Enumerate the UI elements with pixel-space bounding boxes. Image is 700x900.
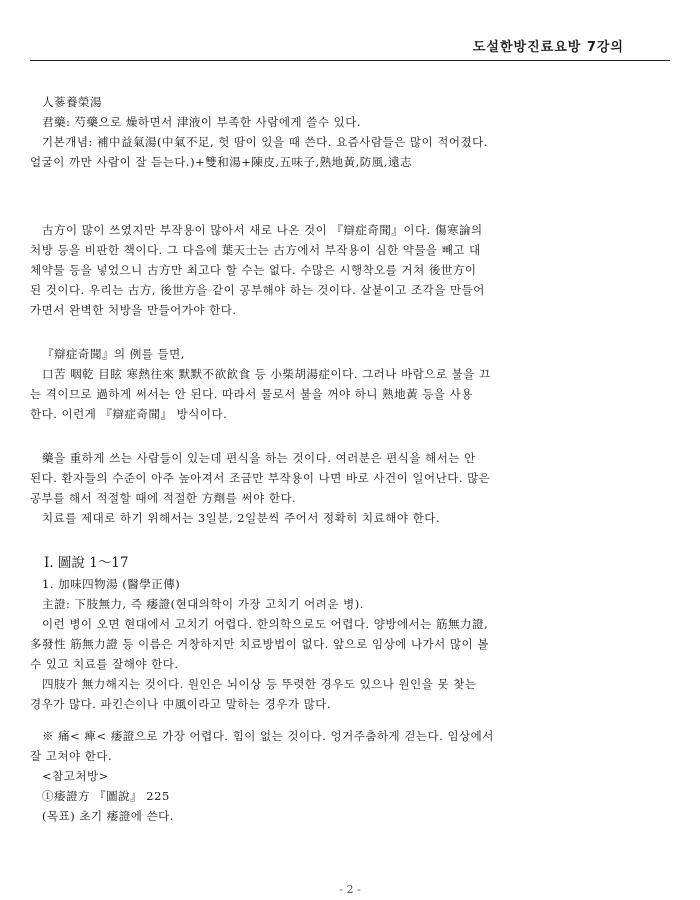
spacer [30,172,672,196]
page-number: - 2 - [339,883,361,896]
text-line: 이런 병이 오면 현대에서 고치기 어렵다. 한의학으로도 어렵다. 양방에서는 筋無力證, [42,617,489,631]
subsection-title: 1. 加味四物湯 (醫學正傳) [42,577,181,591]
text-line: 처방 등을 비판한 책이다. 그 다음에 葉天士는 古方에서 부작용이 심한 약물을 빼고 대 [30,243,481,257]
text-line: 主證: 下肢無力, 즉 痿證(현대의학이 가장 고치기 어려운 병). [42,597,364,611]
header-title: 도설한방진료요방 7강의 [472,40,624,55]
text-line: 가면서 완벽한 처방을 만들어가야 한다. [30,303,237,317]
text-line: 치료를 제대로 하기 위해서는 3일분, 2일분씩 주어서 정확히 치료해야 한다. [42,511,441,525]
section-title: Ⅰ. 圖說 1～17 [44,555,129,571]
text-line: 얼굴이 까만 사람이 잘 듣는다.)+雙和湯+陳皮,五味子,熟地黃,防風,遠志 [30,155,412,169]
prescription-name: 人蔘養榮湯 [42,95,102,109]
reference-item: ①痿證方 『圖說』 225 [42,789,170,803]
text-line: 공부를 해서 적절할 때에 적절한 方劑를 써야 한다. [30,491,297,505]
text-line: 口苦 咽乾 目眩 寒熱往來 默默不欲飮食 등 小柴胡湯症이다. 그러나 바람으로 불을 끄 [42,367,491,381]
text-line: 는 격이므로 過하게 써서는 안 된다. 따라서 물로서 불을 꺼야 하니 熟地黃 등을 사용 [30,387,473,401]
reference-heading: <참고처방> [42,769,109,783]
text-line: 『辯症奇聞』의 例를 들면, [42,347,185,361]
text-line: 경우가 많다. 파킨슨이나 中風이라고 말하는 경우가 많다. [30,697,332,711]
text-line: 체약물 등을 넣었으니 古方만 최고다 할 수는 없다. 수많은 시행착오를 거쳐 後世方이 [30,263,477,277]
spacer [30,196,672,220]
text-line: 된다. 환자들의 수준이 아주 높아져서 조금만 부작용이 나면 바로 사건이 일어난다. 많은 [30,471,491,485]
text-line: 古方이 많이 쓰였지만 부작용이 많아서 새로 나온 것이 『辯症奇聞』이다. 傷寒論의 [42,223,483,237]
spacer [30,424,672,448]
page-body [30,92,672,826]
spacer [30,320,672,344]
text-line: 多發性 筋無力證 등 이름은 거창하지만 치료방법이 없다. 앞으로 임상에 나가서 많이 볼 [30,637,489,651]
text-line: 藥을 重하게 쓰는 사람들이 있는데 편식을 하는 것이다. 여러분은 편식을 해서는 안 [42,451,476,465]
text-line: (목표) 초기 痿證에 쓴다. [42,809,174,823]
text-line: 기본개념: 補中益氣湯(中氣不足, 헛 땀이 있을 때 쓴다. 요즘사람들은 많이 적어졌다. [42,135,488,149]
text-line: 四肢가 無力해지는 것이다. 원인은 뇌이상 등 뚜렷한 경우도 있으나 원인을 못 찾는 [42,677,477,691]
page-header [30,30,670,61]
text-line: 한다. 이런게 『辯症奇聞』 방식이다. [30,407,228,421]
text-line: 된 것이다. 우리는 古方, 後世方을 같이 공부해야 하는 것이다. 살붙이고 조각을 만들어 [30,283,485,297]
text-line: 君藥: 芍藥으로 燥하면서 津液이 부족한 사람에게 쓸수 있다. [42,115,361,129]
note-line: ※ 痛< 痺< 痿證으로 가장 어렵다. 힘이 없는 것이다. 엉거주춤하게 걷는다. 임상에서 [42,729,494,743]
spacer [30,714,672,726]
spacer [30,528,672,552]
text-line: 잘 고쳐야 한다. [30,749,113,763]
text-line: 수 있고 치료를 잘해야 한다. [30,657,179,671]
